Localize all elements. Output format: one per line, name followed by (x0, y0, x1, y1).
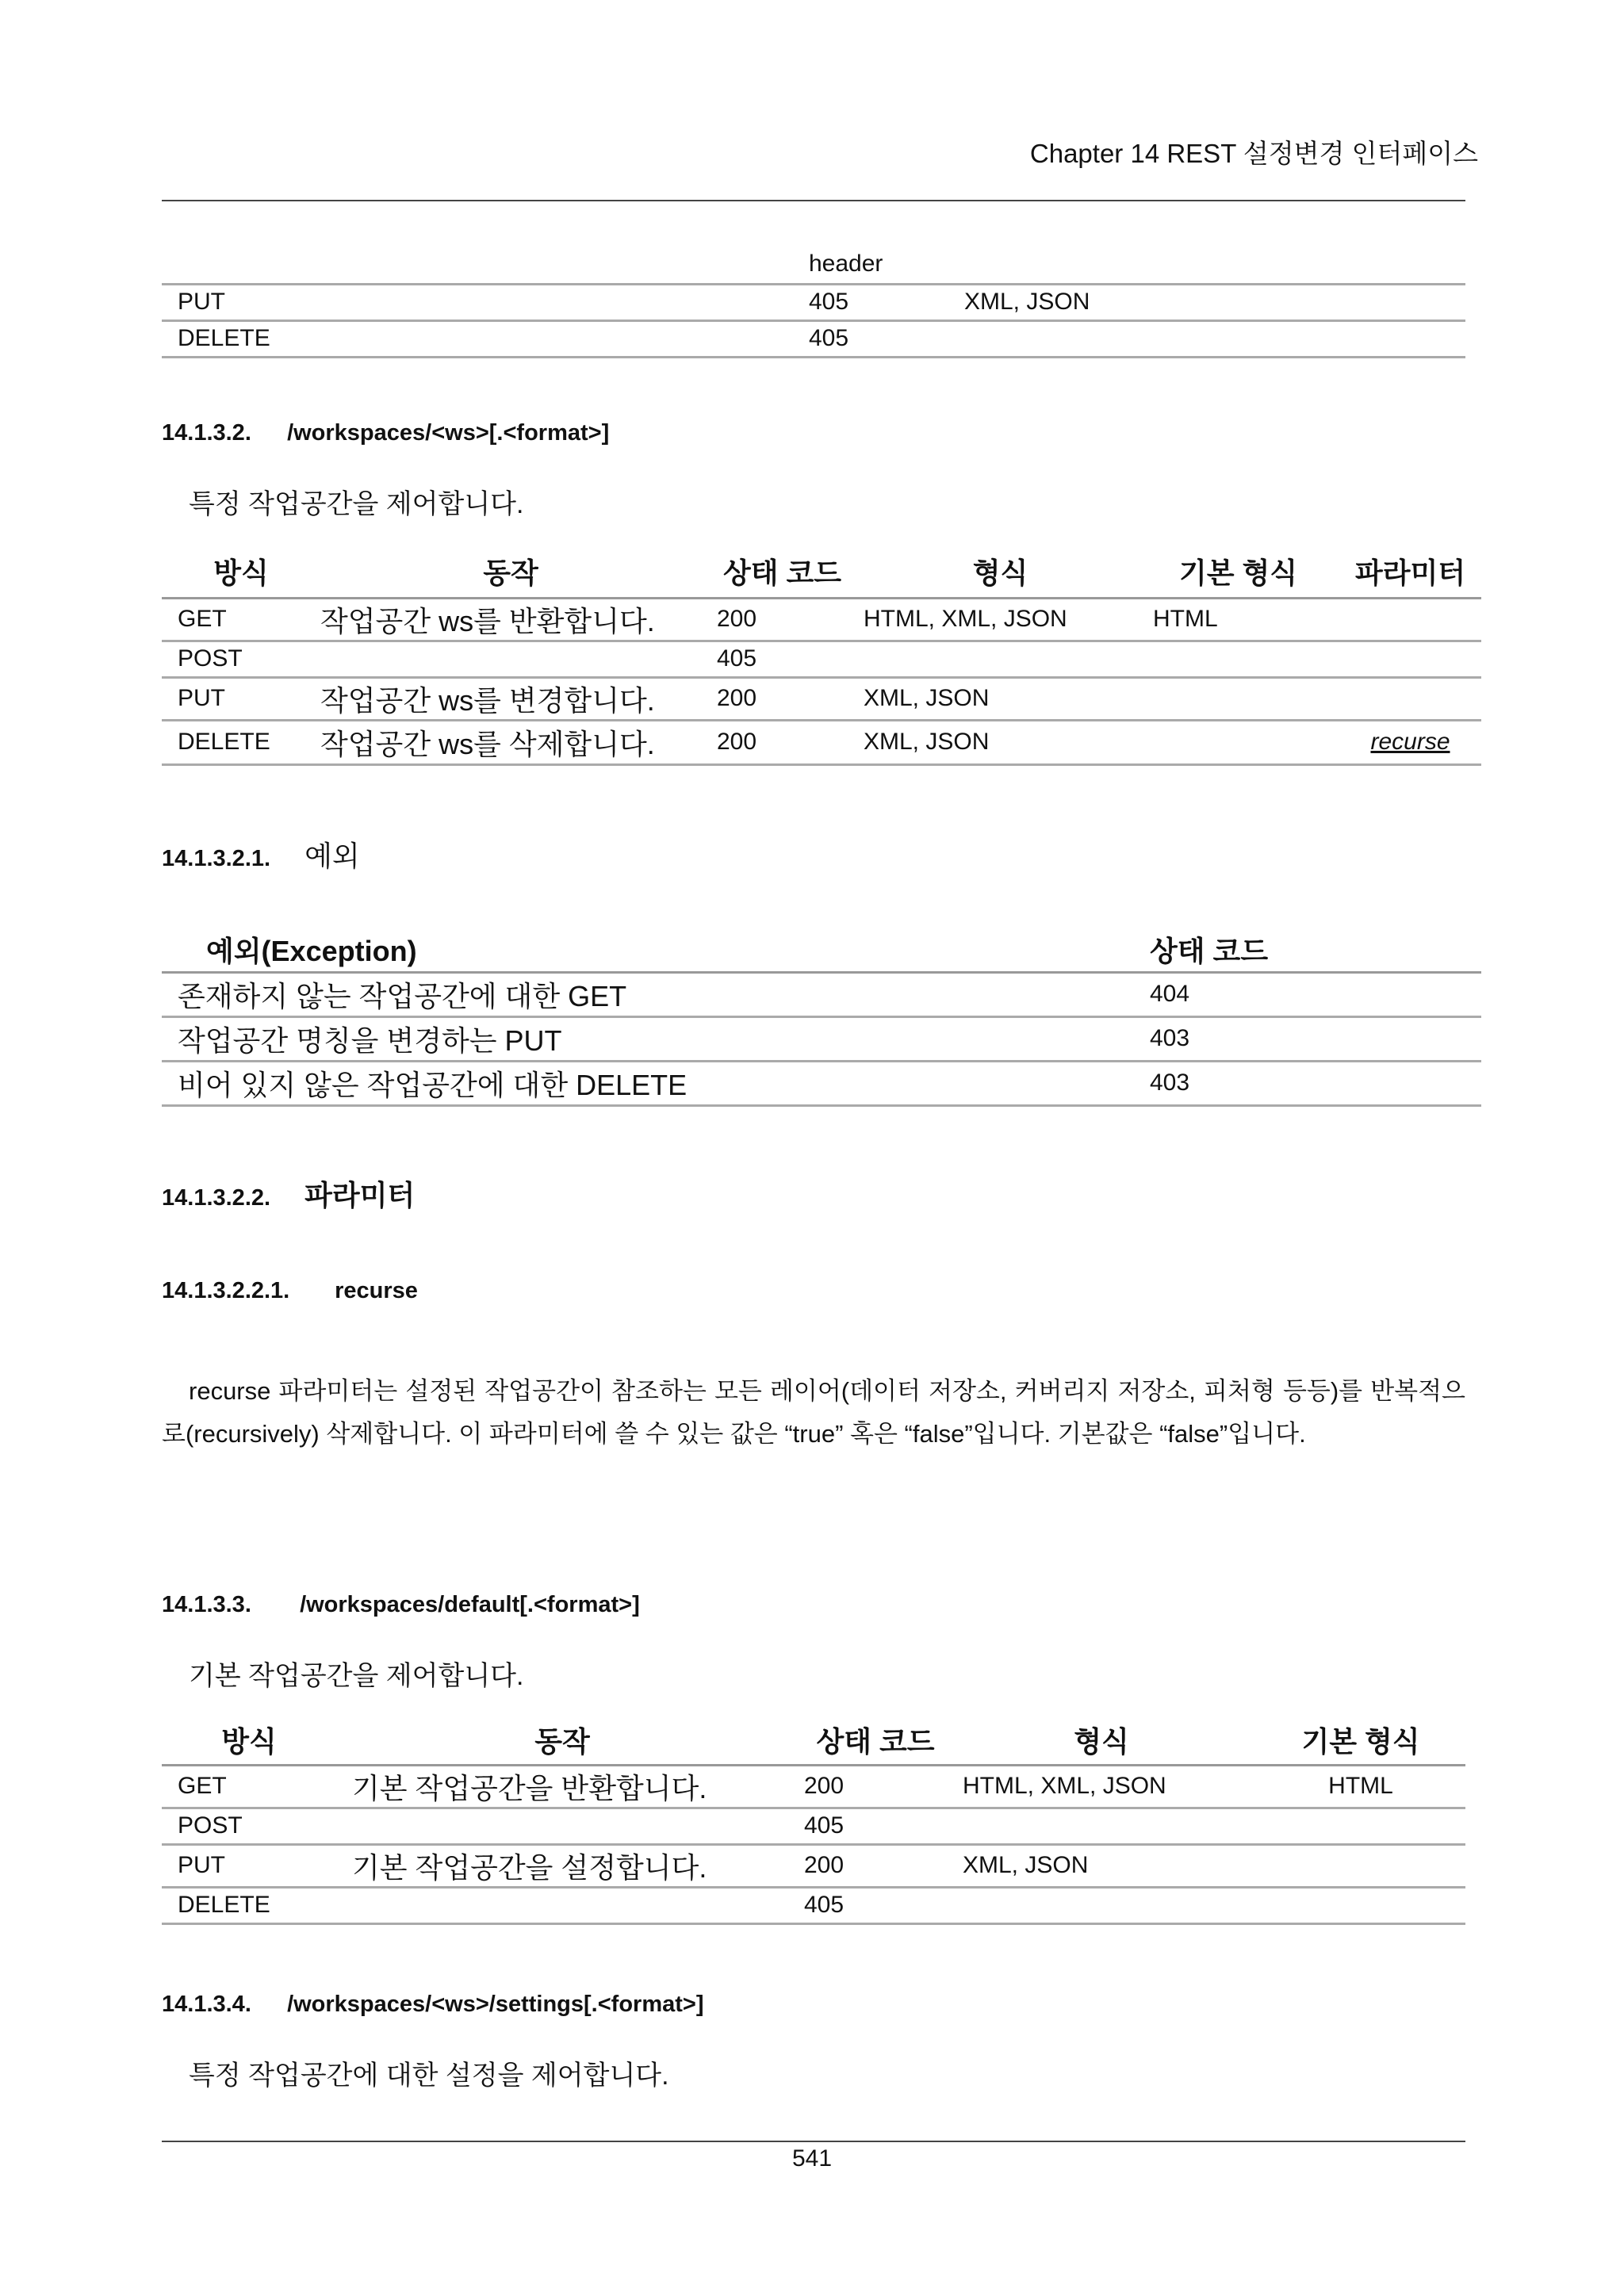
cell-param (1323, 598, 1481, 641)
cell-status: 404 (1134, 972, 1481, 1016)
footer-rule (162, 2141, 1465, 2142)
table-row (162, 1061, 1481, 1105)
cell-method: DELETE (162, 320, 793, 357)
cell-default-format (1137, 641, 1323, 677)
running-header: Chapter 14 REST 설정변경 인터페이스 (1029, 139, 1478, 168)
cell-method: POST (162, 641, 304, 677)
col-header: 예외(Exception) (162, 928, 1134, 972)
cell-default-format (1240, 1844, 1465, 1887)
cell-format: XML, JSON (848, 720, 1137, 764)
cell-format: HTML, XML, JSON (848, 598, 1137, 641)
header-rule (162, 200, 1465, 201)
section-heading (162, 834, 360, 874)
heading-number: 14.1.3.3. (162, 1592, 251, 1617)
table-row (162, 284, 1465, 320)
heading-number: 14.1.3.2. (162, 420, 251, 446)
cell-default-format: HTML (1240, 1765, 1465, 1808)
heading-title: 파라미터 (304, 1179, 416, 1211)
cell-format (848, 641, 1137, 677)
heading-path: /workspaces/<ws>/settings[.<format>] (287, 1992, 704, 2017)
cell-format (947, 1887, 1240, 1923)
cell-param (1323, 641, 1481, 677)
cell-status: 200 (701, 677, 848, 720)
cell-action: 작업공간 ws를 변경합니다. (304, 677, 701, 720)
cell-method: PUT (162, 284, 793, 320)
cell-format (948, 320, 1465, 357)
cell-format: HTML, XML, JSON (947, 1765, 1240, 1808)
cell-method: DELETE (162, 1887, 320, 1923)
cell-action: 기본 작업공간을 설정합니다. (320, 1844, 788, 1887)
cell-method: GET (162, 598, 304, 641)
table-row (162, 246, 1465, 284)
cell-status: 200 (788, 1765, 947, 1808)
cell-default-format (1240, 1887, 1465, 1923)
heading-number: 14.1.3.2.1. (162, 846, 271, 871)
cell-exception: 존재하지 않는 작업공간에 대한 GET (162, 972, 1134, 1016)
cell-status: 200 (788, 1844, 947, 1887)
cell-method: GET (162, 1765, 320, 1808)
table-header-row (162, 1716, 1465, 1765)
top-table (162, 246, 1465, 358)
cell-format: XML, JSON (948, 284, 1465, 320)
cell-default-format (1137, 720, 1323, 764)
cell-action (304, 641, 701, 677)
col-header: 방식 (162, 545, 304, 598)
col-header: 방식 (162, 1716, 320, 1765)
col-header: 형식 (947, 1716, 1240, 1765)
cell-method: PUT (162, 1844, 320, 1887)
heading-title: 예외 (304, 840, 360, 872)
cell-status: 405 (788, 1887, 947, 1923)
section-heading (162, 1992, 704, 2018)
heading-path: /workspaces/<ws>[.<format>] (287, 420, 610, 446)
cell-format: XML, JSON (947, 1844, 1240, 1887)
cell-status: 405 (793, 320, 948, 357)
table-row (162, 720, 1481, 764)
table-row (162, 1765, 1465, 1808)
recurse-paragraph: recurse 파라미터는 설정된 작업공간이 참조하는 모든 레이어(데이터 저장소, 커버리지 저장소, 피처형 등등)를 반복적으로(recursively) 삭제합니다. 이 파라미터에 쓸 수 있는 값은 “true” 혹은 “false”입니다. 기본값은 “false”입니다. (162, 1377, 1465, 1448)
section-intro: 특정 작업공간을 제어합니다. (189, 489, 524, 519)
cell-default-format (1137, 677, 1323, 720)
cell-status: 405 (701, 641, 848, 677)
section-intro: 기본 작업공간을 제어합니다. (189, 1661, 524, 1691)
table-row (162, 320, 1465, 357)
table-row (162, 677, 1481, 720)
cell-status: 200 (701, 598, 848, 641)
section-intro: 특정 작업공간에 대한 설정을 제어합니다. (189, 2061, 669, 2091)
exception-table (162, 928, 1481, 1107)
table-row (162, 1808, 1465, 1844)
workspace-table (162, 545, 1481, 766)
heading-number: 14.1.3.2.2.1. (162, 1278, 290, 1303)
col-header: 형식 (848, 545, 1137, 598)
cell-method (162, 246, 793, 284)
cell-method: PUT (162, 677, 304, 720)
col-header: 동작 (320, 1716, 788, 1765)
cell-action (320, 1808, 788, 1844)
heading-number: 14.1.3.2.2. (162, 1185, 271, 1211)
section-heading (162, 420, 609, 446)
col-header: 동작 (304, 545, 701, 598)
col-header: 상태 코드 (1134, 928, 1481, 972)
col-header: 기본 형식 (1137, 545, 1323, 598)
cell-exception: 작업공간 명칭을 변경하는 PUT (162, 1016, 1134, 1061)
cell-default-format: HTML (1137, 598, 1323, 641)
heading-title: recurse (335, 1278, 418, 1303)
cell-default-format (1240, 1808, 1465, 1844)
cell-format (947, 1808, 1240, 1844)
table-row (162, 641, 1481, 677)
table-row (162, 972, 1481, 1016)
section-heading (162, 1278, 418, 1304)
recurse-param-link[interactable]: recurse (1323, 720, 1481, 764)
cell-method: DELETE (162, 720, 304, 764)
cell-method: POST (162, 1808, 320, 1844)
table-row (162, 1844, 1465, 1887)
col-header: 파라미터 (1323, 545, 1481, 598)
default-workspace-table (162, 1716, 1465, 1925)
cell-status: 405 (793, 284, 948, 320)
cell-action: 기본 작업공간을 반환합니다. (320, 1765, 788, 1808)
col-header: 상태 코드 (701, 545, 848, 598)
cell-param (1323, 677, 1481, 720)
table-row (162, 598, 1481, 641)
table-header-row (162, 545, 1481, 598)
cell-format (948, 246, 1465, 284)
section-heading (162, 1173, 415, 1214)
section-heading (162, 1592, 640, 1618)
cell-status: header (793, 246, 948, 284)
col-header: 기본 형식 (1240, 1716, 1465, 1765)
cell-status: 403 (1134, 1061, 1481, 1105)
cell-status: 200 (701, 720, 848, 764)
table-header-row (162, 928, 1481, 972)
table-row (162, 1887, 1465, 1923)
cell-status: 403 (1134, 1016, 1481, 1061)
cell-exception: 비어 있지 않은 작업공간에 대한 DELETE (162, 1061, 1134, 1105)
heading-number: 14.1.3.4. (162, 1992, 251, 2017)
cell-format: XML, JSON (848, 677, 1137, 720)
cell-action: 작업공간 ws를 반환합니다. (304, 598, 701, 641)
heading-path: /workspaces/default[.<format>] (300, 1592, 640, 1617)
col-header: 상태 코드 (788, 1716, 947, 1765)
cell-action: 작업공간 ws를 삭제합니다. (304, 720, 701, 764)
page-number: 541 (791, 2145, 833, 2172)
table-row (162, 1016, 1481, 1061)
cell-action (320, 1887, 788, 1923)
cell-status: 405 (788, 1808, 947, 1844)
